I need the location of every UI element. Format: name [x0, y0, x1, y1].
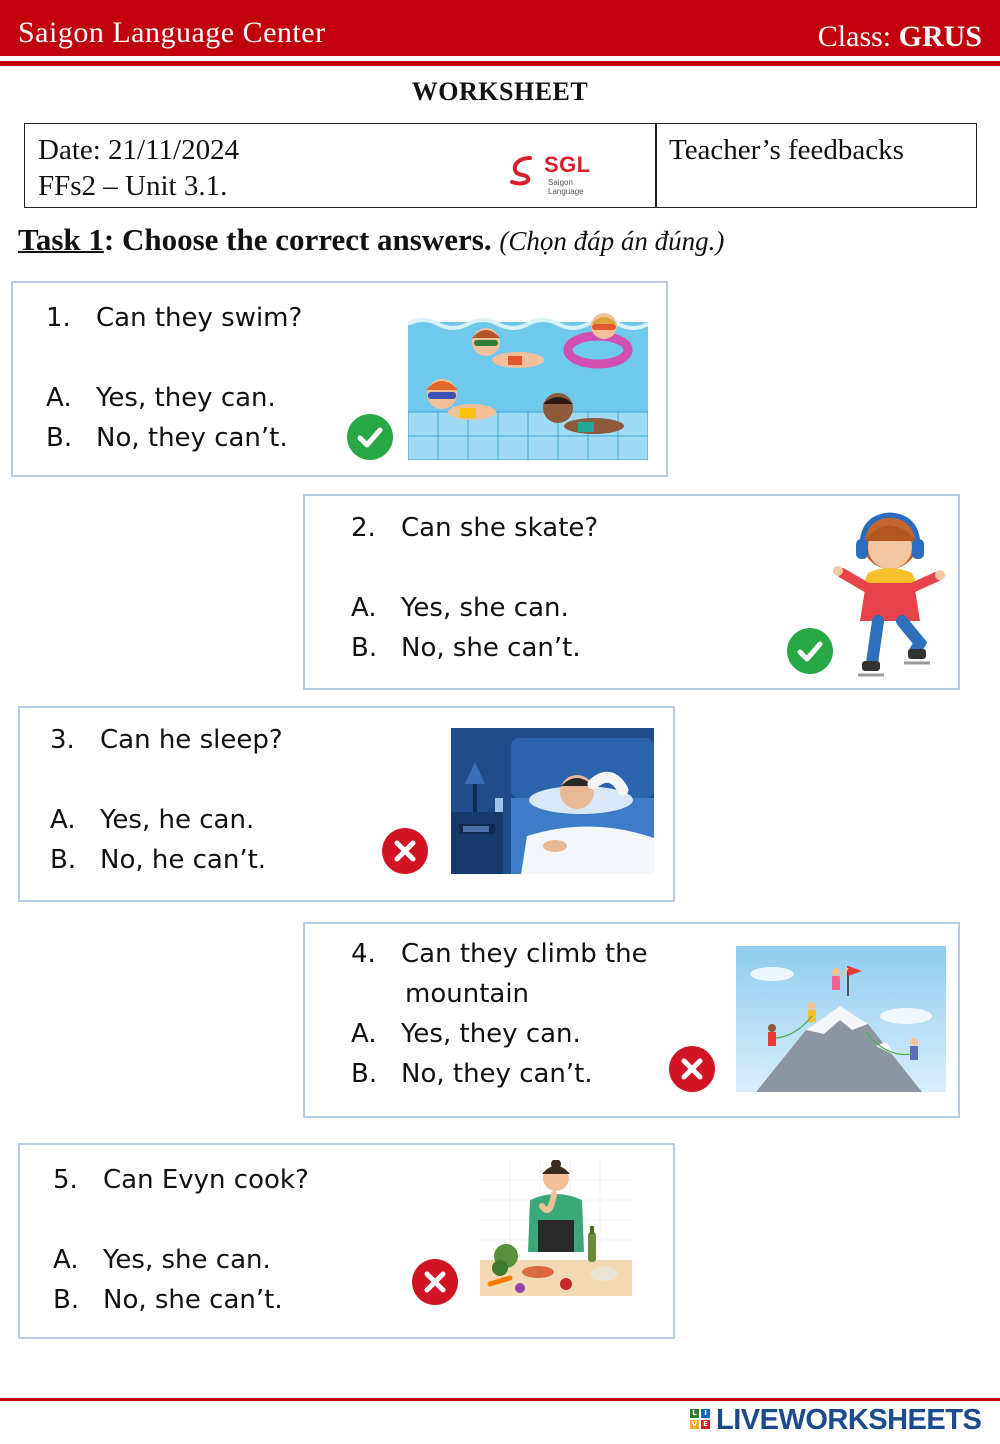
- liveworksheets-logo: [690, 1404, 988, 1438]
- question-1-option-a[interactable]: A. Yes, they can.: [46, 383, 276, 413]
- class-prefix: Class:: [817, 20, 892, 53]
- question-5-text: 5. Can Evyn cook?: [53, 1165, 309, 1195]
- man-in-bed-illustration: [451, 728, 654, 874]
- question-3-option-b[interactable]: B. No, he can’t.: [50, 845, 267, 875]
- header-rule: [0, 61, 1000, 66]
- sgl-logo-text: SGL: [544, 152, 591, 177]
- question-3-text: 3. Can he sleep?: [50, 725, 283, 755]
- liveworksheets-grid-icon: L I V E: [690, 1409, 712, 1431]
- date-text: Date: 21/11/2024: [38, 134, 240, 166]
- kids-swimming-illustration: [408, 302, 648, 460]
- question-3-option-a[interactable]: A. Yes, he can.: [50, 805, 255, 835]
- sgl-swirl-icon: [508, 154, 538, 186]
- question-2-option-b[interactable]: B. No, she can’t.: [351, 633, 581, 663]
- girl-skating-illustration: [828, 503, 950, 683]
- cross-icon: [669, 1046, 715, 1092]
- question-5-option-b[interactable]: B. No, she can’t.: [53, 1285, 283, 1315]
- question-4-option-b[interactable]: B. No, they can’t.: [351, 1059, 593, 1089]
- task-label: Task 1: [18, 222, 104, 257]
- class-name: GRUS: [898, 20, 982, 53]
- mountain-climbers-illustration: [736, 946, 946, 1092]
- question-1-option-b[interactable]: B. No, they can’t.: [46, 423, 288, 453]
- question-4-text-continued: mountain: [405, 979, 530, 1009]
- question-2-text: 2. Can she skate?: [351, 513, 599, 543]
- cross-icon: [412, 1259, 458, 1305]
- question-2-option-a[interactable]: A. Yes, she can.: [351, 593, 569, 623]
- footer-rule: [0, 1398, 1000, 1401]
- sgl-logo-subtext: Saigon Language: [548, 178, 584, 196]
- check-icon: [347, 414, 393, 460]
- liveworksheets-brand: LIVEWORKSHEETS: [716, 1404, 982, 1436]
- task-heading: [18, 222, 724, 258]
- question-5-option-a[interactable]: A. Yes, she can.: [53, 1245, 271, 1275]
- question-4-text: 4. Can they climb the: [351, 939, 648, 969]
- question-4-option-a[interactable]: A. Yes, they can.: [351, 1019, 581, 1049]
- worksheet-title: WORKSHEET: [411, 77, 589, 106]
- task-translation: (Chọn đáp án đúng.): [499, 226, 725, 256]
- check-icon: [787, 628, 833, 674]
- cross-icon: [382, 828, 428, 874]
- center-name: Saigon Language Center: [18, 16, 326, 49]
- unit-text: FFs2 – Unit 3.1.: [38, 170, 228, 202]
- woman-cooking-illustration: [480, 1160, 632, 1306]
- question-1-text: 1. Can they swim?: [46, 303, 303, 333]
- task-instruction: : Choose the correct answers.: [103, 222, 492, 257]
- sgl-logo: [508, 150, 608, 196]
- teacher-feedback-label: Teacher’s feedbacks: [669, 134, 904, 166]
- info-table-divider: [655, 123, 657, 208]
- class-label: [818, 20, 982, 54]
